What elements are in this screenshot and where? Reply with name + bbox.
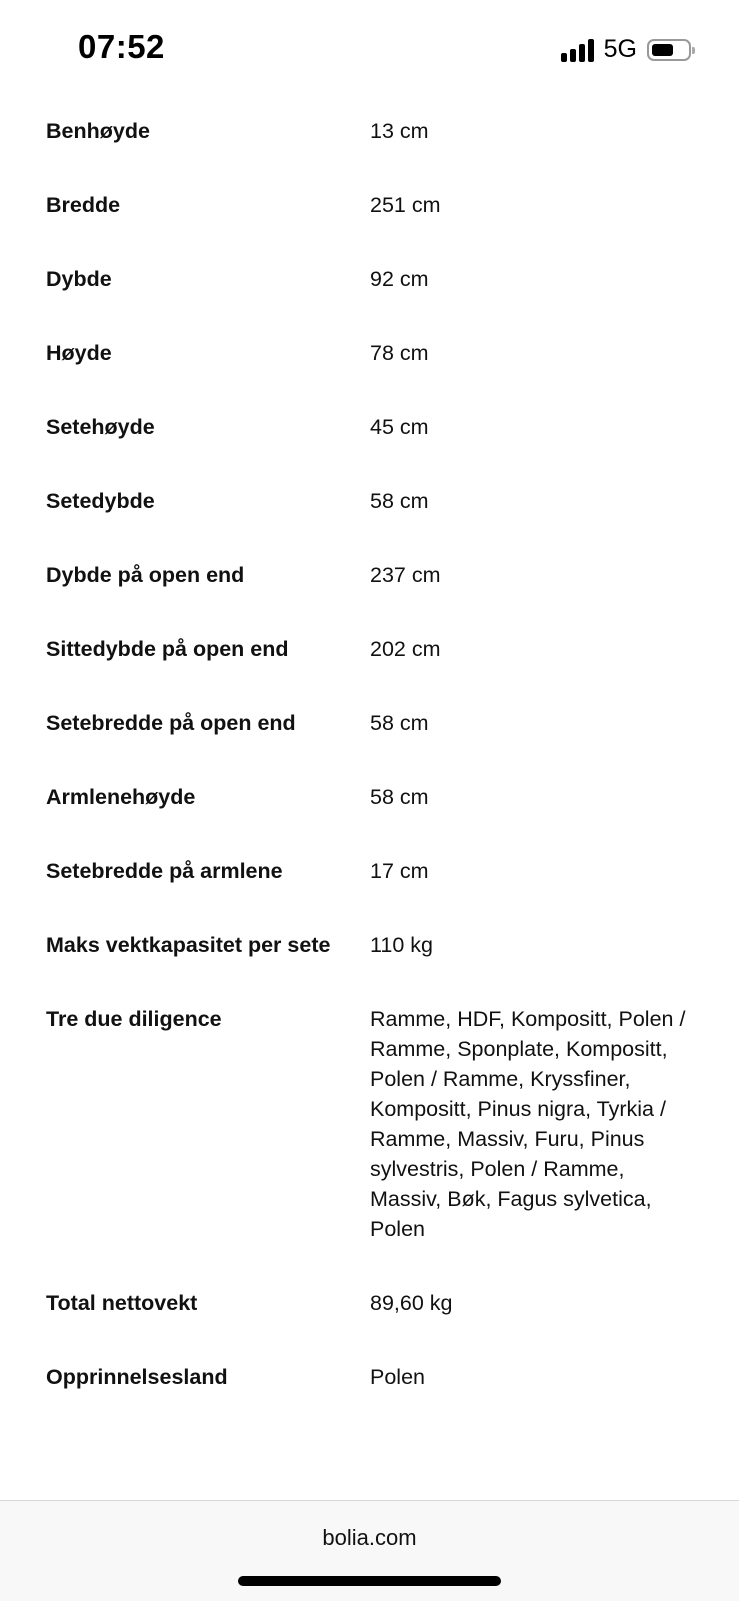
spec-label: Total nettovekt (46, 1291, 198, 1315)
spec-value: 17 cm (370, 859, 429, 883)
spec-row (46, 116, 696, 146)
home-indicator[interactable] (238, 1576, 501, 1586)
spec-value: 58 cm (370, 489, 429, 513)
spec-value: 45 cm (370, 415, 429, 439)
spec-row (46, 412, 696, 442)
spec-value: 58 cm (370, 785, 429, 809)
spec-value: 202 cm (370, 637, 441, 661)
spec-label: Tre due diligence (46, 1007, 222, 1031)
status-indicators (561, 35, 691, 64)
spec-value: 89,60 kg (370, 1291, 453, 1315)
spec-row (46, 930, 696, 960)
spec-row (46, 338, 696, 368)
spec-row (46, 1288, 696, 1318)
spec-row (46, 1362, 696, 1392)
spec-label: Armlenehøyde (46, 785, 196, 809)
spec-label: Høyde (46, 341, 112, 365)
spec-label: Dybde på open end (46, 563, 245, 587)
status-bar (0, 0, 739, 100)
spec-label: Setebredde på open end (46, 711, 296, 735)
spec-label: Dybde (46, 267, 112, 291)
spec-label: Bredde (46, 193, 121, 217)
spec-row (46, 856, 696, 886)
spec-label: Setehøyde (46, 415, 155, 439)
spec-label: Setebredde på armlene (46, 859, 283, 883)
spec-row (46, 264, 696, 294)
spec-row (46, 560, 696, 590)
spec-label: Sittedybde på open end (46, 637, 289, 661)
spec-value: 251 cm (370, 193, 441, 217)
spec-value: 58 cm (370, 711, 429, 735)
product-specifications (46, 110, 696, 1392)
spec-row (46, 782, 696, 812)
url-bar[interactable]: bolia.com (322, 1525, 417, 1550)
spec-row (46, 708, 696, 738)
spec-row (46, 1004, 696, 1244)
spec-row (46, 486, 696, 516)
status-time: 07:52 (78, 28, 165, 65)
spec-value: 78 cm (370, 341, 429, 365)
spec-value: 110 kg (370, 933, 433, 957)
spec-value: 13 cm (370, 119, 429, 143)
spec-value: 237 cm (370, 563, 441, 587)
network-type: 5G (603, 35, 637, 63)
spec-label: Maks vektkapasitet per sete (46, 933, 331, 957)
spec-label: Benhøyde (46, 119, 150, 143)
browser-bottom-bar (0, 1500, 739, 1601)
signal-bars-icon (561, 38, 594, 62)
spec-label: Setedybde (46, 489, 155, 513)
spec-value: Polen (370, 1365, 425, 1389)
battery-icon (647, 39, 691, 61)
spec-value: Ramme, HDF, Kompositt, Polen / Ramme, Sponplate, Kompositt, Polen / Ramme, Kryssfiner, Kompositt, Pinus nigra, Tyrkia / Ramme, Massiv, Furu, Pinus sylvestris, Polen / Ramme, Massiv, Bøk, Fagus sylvetica, Polen (370, 1007, 686, 1241)
spec-label: Opprinnelsesland (46, 1365, 228, 1389)
spec-row (46, 634, 696, 664)
spec-value: 92 cm (370, 267, 429, 291)
spec-row (46, 190, 696, 220)
